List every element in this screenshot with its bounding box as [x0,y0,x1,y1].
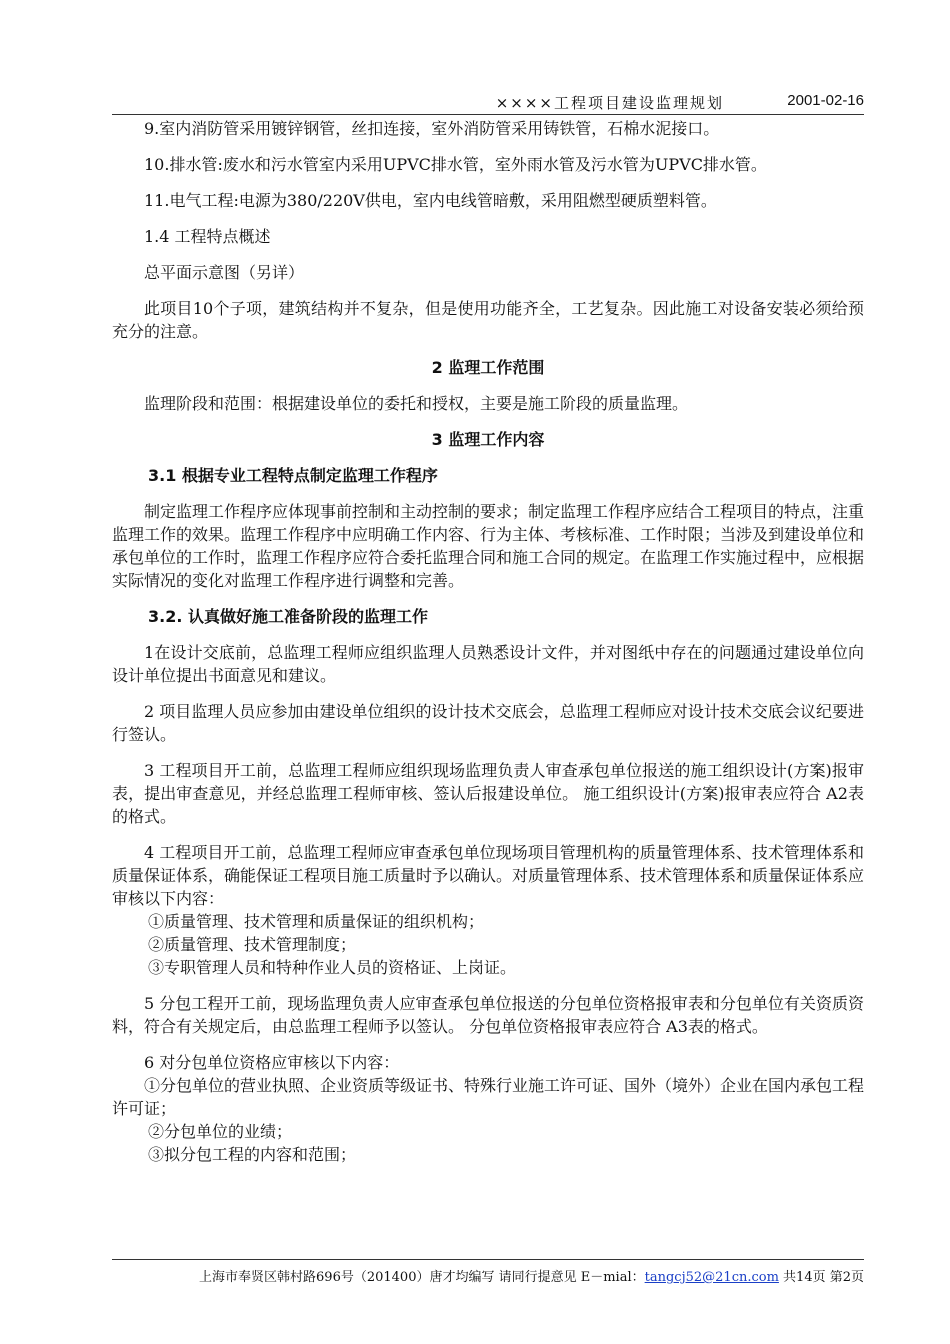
header-title: ××××工程项目建设监理规划 [495,94,724,112]
list-item: ②分包单位的业绩； [148,1122,293,1141]
section-3-2-heading: 3.2. 认真做好施工准备阶段的监理工作 [148,607,428,626]
prep-item-6-list [112,1074,864,1166]
prep-item-2: 2 项目监理人员应参加由建设单位组织的设计技术交底会，总监理工程师应对设计技术交底会议纪要进行签认。 [112,702,864,744]
footer-page-count: 共14页 第2页 [778,1270,864,1285]
section-2-heading: 2 监理工作范围 [431,358,545,377]
item-10: 10.排水管:废水和污水管室内采用UPVC排水管，室外雨水管及污水管为UPVC排水管。 [144,155,767,174]
scope-paragraph: 监理阶段和范围：根据建设单位的委托和授权，主要是施工阶段的质量监理。 [144,394,689,413]
page-footer [112,1259,864,1285]
prep-item-4-list [112,910,864,979]
page-content [112,117,864,1166]
section-1-4-heading: 1.4 工程特点概述 [144,227,271,246]
site-plan-note: 总平面示意图（另详） [144,263,305,282]
list-item: ③拟分包工程的内容和范围； [148,1145,357,1164]
list-item: ①质量管理、技术管理和质量保证的组织机构； [148,912,485,931]
item-9: 9.室内消防管采用镀锌钢管，丝扣连接，室外消防管采用铸铁管，石棉水泥接口。 [144,119,720,138]
footer-email-link[interactable]: tangcj52@21cn.com [644,1270,779,1285]
header-date: 2001-02-16 [787,92,864,109]
list-item: ②质量管理、技术管理制度； [148,935,357,954]
page-header [112,92,864,115]
prep-item-6: 6 对分包单位资格应审核以下内容： [144,1053,400,1072]
prep-item-3: 3 工程项目开工前，总监理工程师应组织现场监理负责人审查承包单位报送的施工组织设计(方案)报审表，提出审查意见，并经总监理工程师审核、签认后报建设单位。 施工组织设计(方案)报审表应符合 A2表的格式。 [112,761,864,826]
project-features-paragraph: 此项目10个子项，建筑结构并不复杂，但是使用功能齐全，工艺复杂。因此施工对设备安装必须给预充分的注意。 [112,299,864,341]
section-3-1-heading: 3.1 根据专业工程特点制定监理工作程序 [148,466,438,485]
section-3-heading: 3 监理工作内容 [431,430,545,449]
prep-item-4: 4 工程项目开工前，总监理工程师应审查承包单位现场项目管理机构的质量管理体系、技术管理体系和质量保证体系，确能保证工程项目施工质量时予以确认。对质量管理体系、技术管理体系和质量保证体系应审核以下内容： [112,843,865,908]
prep-item-1: 1在设计交底前，总监理工程师应组织监理人员熟悉设计文件，并对图纸中存在的问题通过建设单位向设计单位提出书面意见和建议。 [112,643,864,685]
list-item: ①分包单位的营业执照、企业资质等级证书、特殊行业施工许可证、国外（境外）企业在国内承包工程许可证； [112,1076,865,1118]
item-11: 11.电气工程:电源为380/220V供电，室内电线管暗敷，采用阻燃型硬质塑料管。 [144,191,717,210]
footer-address: 上海市奉贤区韩村路696号（201400）唐才均编写 请同行提意见 E－mial： [199,1270,645,1285]
section-3-1-paragraph: 制定监理工作程序应体现事前控制和主动控制的要求；制定监理工作程序应结合工程项目的特点，注重监理工作的效果。监理工作程序中应明确工作内容、行为主体、考核标准、工作时限；当涉及到建设单位和承包单位的工作时，监理工作程序应符合委托监理合同和施工合同的规定。在监理工作实施过程中，应根据实际情况的变化对监理工作程序进行调整和完善。 [112,502,865,590]
list-item: ③专职管理人员和特种作业人员的资格证、上岗证。 [148,958,517,977]
prep-item-5: 5 分包工程开工前，现场监理负责人应审查承包单位报送的分包单位资格报审表和分包单位有关资质资料，符合有关规定后，由总监理工程师予以签认。 分包单位资格报审表应符合 A3表的格式。 [112,994,864,1036]
